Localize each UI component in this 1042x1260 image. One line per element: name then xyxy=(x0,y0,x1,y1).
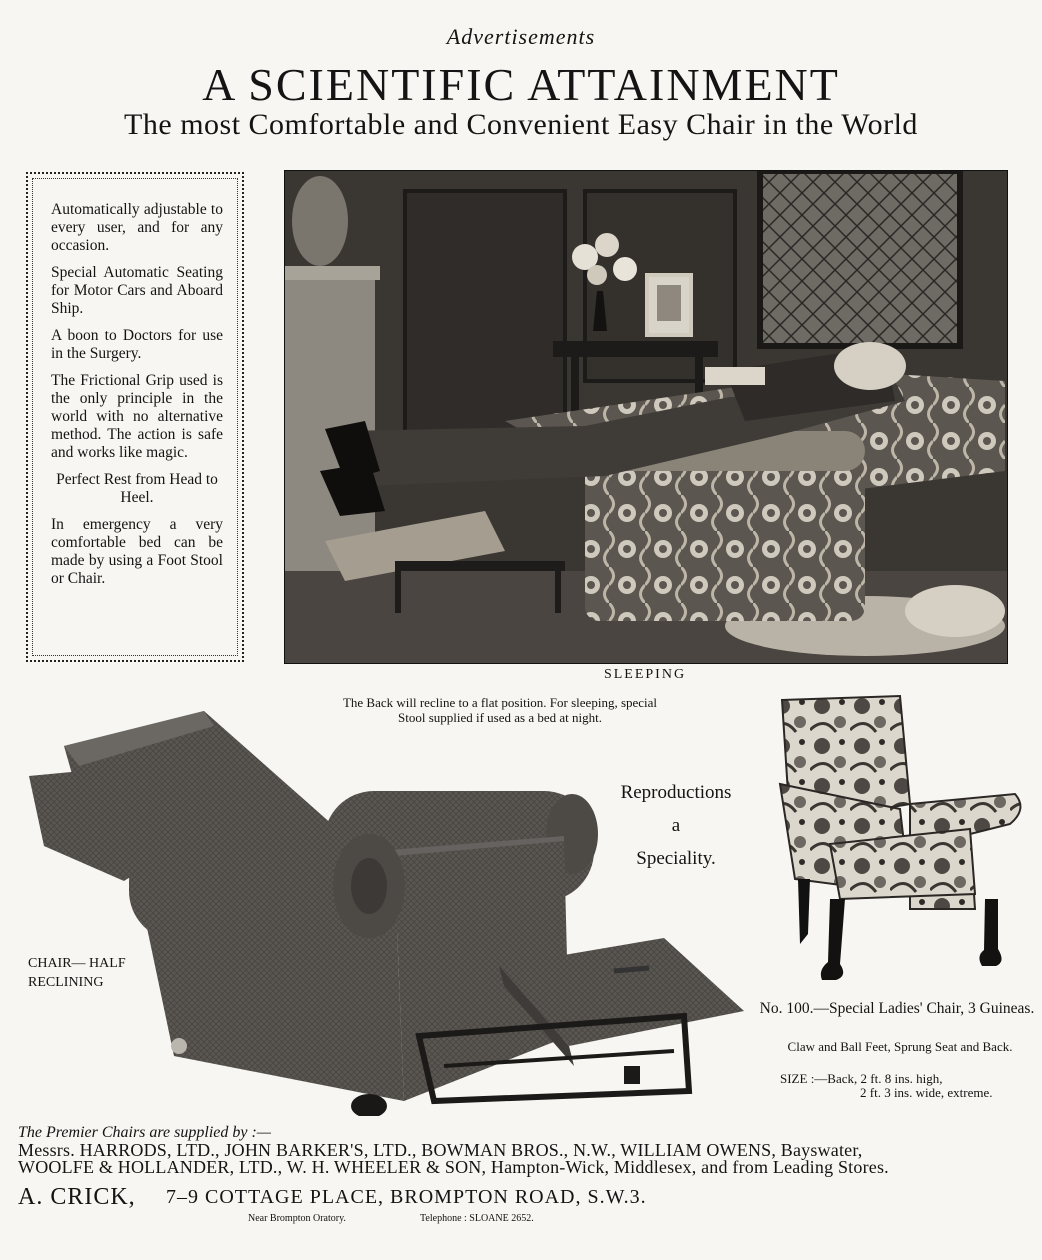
features-box xyxy=(26,172,244,662)
maker-telephone: Telephone : SLOANE 2652. xyxy=(420,1213,534,1224)
feature-item: In emergency a very comfortable bed can be made by using a Foot Stool or Chair. xyxy=(51,516,223,587)
ad-title: A SCIENTIFIC ATTAINMENT xyxy=(202,59,840,110)
feature-item: A boon to Doctors for use in the Surgery. xyxy=(51,327,223,362)
sleeping-caption: The Back will recline to a flat position. For sleeping, special Stool supplied if used as a bed at night. xyxy=(342,695,658,725)
reproductions-line: Reproductions xyxy=(620,782,732,803)
sleeping-photo xyxy=(284,170,1008,664)
ladies-chair-photo xyxy=(770,694,1028,984)
feature-item: Automatically adjustable to every user, and for any occasion. xyxy=(51,201,223,254)
features-list xyxy=(32,178,238,656)
size-line: 2 ft. 3 ins. wide, extreme. xyxy=(860,1085,993,1100)
maker-address: 7–9 COTTAGE PLACE, BROMPTON ROAD, S.W.3. xyxy=(166,1186,647,1208)
size-line: SIZE :—Back, 2 ft. 8 ins. high, xyxy=(780,1071,943,1086)
half-reclining-label: CHAIR— HALF RECLINING xyxy=(28,956,126,990)
section-header: Advertisements xyxy=(446,24,596,49)
reproductions-line: a xyxy=(671,815,681,836)
feature-item: Perfect Rest from Head to Heel. xyxy=(56,471,218,506)
feature-item: Special Automatic Seating for Motor Cars and Aboard Ship. xyxy=(51,264,223,317)
ladies-chair-title: No. 100.—Special Ladies' Chair, 3 Guineas. xyxy=(759,1000,1035,1017)
half-reclining-chair-photo xyxy=(24,706,750,1116)
suppliers-list: Messrs. HARRODS, LTD., JOHN BARKER'S, LTD., BOWMAN BROS., N.W., WILLIAM OWENS, Bayswater, xyxy=(18,1140,863,1160)
ad-subtitle: The most Comfortable and Convenient Easy Chair in the World xyxy=(124,108,918,141)
feature-item: The Frictional Grip used is the only principle in the world with no alternative method. The action is safe and works like magic. xyxy=(51,372,223,461)
reproductions-line: Speciality. xyxy=(636,848,716,869)
suppliers-list: WOOLFE & HOLLANDER, LTD., W. H. WHEELER & SON, Hampton-Wick, Middlesex, and from Leading Stores. xyxy=(18,1157,889,1177)
ladies-chair-size xyxy=(780,1072,1042,1100)
suppliers-intro: The Premier Chairs are supplied by :— xyxy=(18,1124,272,1141)
sleeping-label: SLEEPING xyxy=(603,667,687,682)
maker-location-note: Near Brompton Oratory. xyxy=(248,1213,346,1224)
ladies-chair-description: Claw and Ball Feet, Sprung Seat and Back. xyxy=(787,1039,1013,1054)
maker-name: A. CRICK, xyxy=(18,1184,136,1210)
reproductions-note xyxy=(596,776,756,875)
